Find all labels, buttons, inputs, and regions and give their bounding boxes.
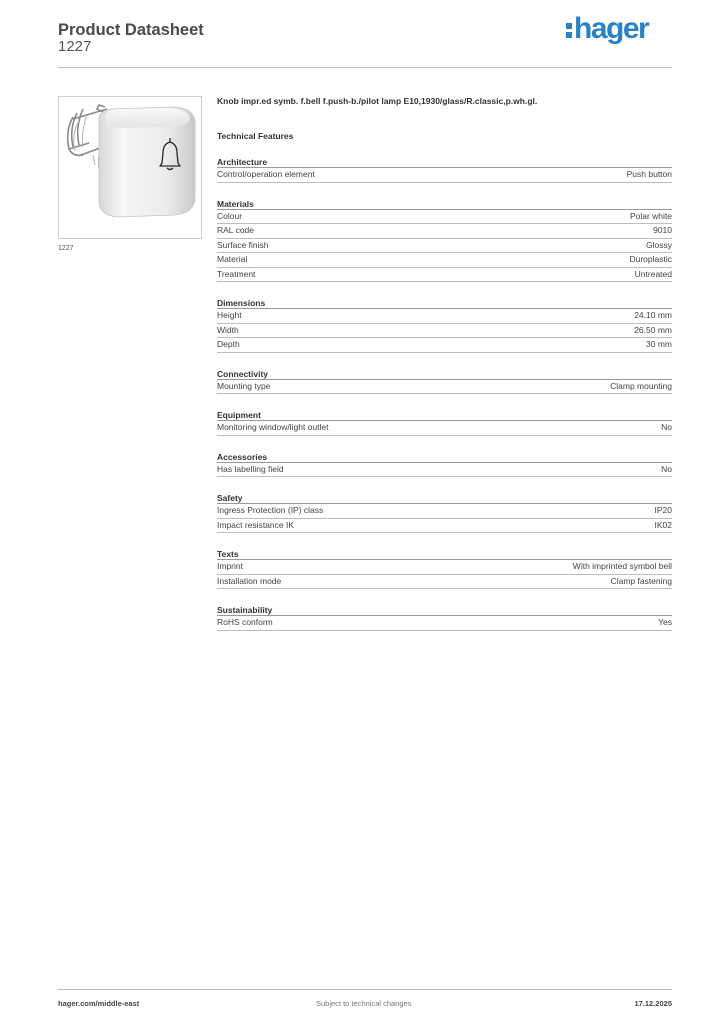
spec-row bbox=[217, 616, 672, 631]
section-dimensions bbox=[217, 297, 672, 353]
spec-value: IP20 bbox=[654, 505, 672, 515]
spec-label: RoHS conform bbox=[217, 617, 273, 627]
hager-logo bbox=[566, 12, 648, 46]
section-heading: Safety bbox=[217, 492, 672, 504]
spec-value: 30 mm bbox=[646, 339, 672, 349]
spec-value: 26.50 mm bbox=[634, 324, 672, 335]
spec-panel bbox=[217, 96, 672, 631]
logo-dots-icon bbox=[566, 18, 573, 40]
spec-value: 24.10 mm bbox=[634, 310, 672, 320]
section-texts bbox=[217, 548, 672, 589]
spec-row bbox=[217, 224, 672, 239]
section-heading: Architecture bbox=[217, 156, 672, 168]
spec-value: Untreated bbox=[634, 268, 672, 279]
footer-notice: Subject to technical changes bbox=[316, 999, 412, 1008]
section-safety bbox=[217, 492, 672, 533]
spec-row bbox=[217, 309, 672, 324]
technical-features-title: Technical Features bbox=[217, 131, 294, 141]
spec-label: Width bbox=[217, 324, 239, 335]
section-sustainability bbox=[217, 604, 672, 631]
section-materials bbox=[217, 198, 672, 283]
spec-value: Push button bbox=[626, 169, 672, 179]
product-reference: 1227 bbox=[58, 38, 92, 55]
product-description: Knob impr.ed symb. f.bell f.push-b./pilot lamp E10,1930/glass/R.classic,p.wh.gl. bbox=[217, 96, 538, 106]
spec-row bbox=[217, 463, 672, 478]
footer-divider bbox=[58, 989, 672, 990]
spec-value: No bbox=[661, 463, 672, 474]
spec-value: Duroplastic bbox=[629, 254, 672, 264]
spec-row bbox=[217, 168, 672, 183]
section-connectivity bbox=[217, 368, 672, 395]
spec-label: Mounting type bbox=[217, 380, 271, 391]
spec-label: Treatment bbox=[217, 268, 256, 279]
footer-website-link[interactable]: hager.com/middle-east bbox=[58, 999, 140, 1008]
spec-row bbox=[217, 560, 672, 575]
section-heading: Dimensions bbox=[217, 297, 672, 309]
footer-date: 17.12.2025 bbox=[634, 999, 672, 1008]
spec-value: 9010 bbox=[653, 225, 672, 235]
spec-value: Glossy bbox=[646, 239, 672, 250]
spec-label: Imprint bbox=[217, 561, 243, 571]
spec-label: Installation mode bbox=[217, 575, 282, 586]
spec-label: Control/operation element bbox=[217, 169, 315, 179]
spec-label: RAL code bbox=[217, 225, 255, 235]
section-heading: Sustainability bbox=[217, 604, 672, 616]
spec-label: Impact resistance IK bbox=[217, 519, 295, 530]
spec-row bbox=[217, 519, 672, 534]
spec-value: With imprinted symbol bell bbox=[572, 561, 672, 571]
spec-row bbox=[217, 253, 672, 268]
spec-value: Clamp mounting bbox=[610, 380, 672, 391]
section-architecture bbox=[217, 156, 672, 183]
spec-label: Surface finish bbox=[217, 239, 269, 250]
section-heading: Equipment bbox=[217, 409, 672, 421]
spec-label: Has labelling field bbox=[217, 463, 284, 474]
section-accessories bbox=[217, 451, 672, 478]
logo-text: hager bbox=[574, 12, 649, 45]
spec-row bbox=[217, 338, 672, 353]
product-image bbox=[58, 96, 202, 239]
spec-row bbox=[217, 268, 672, 283]
spec-value: No bbox=[661, 422, 672, 432]
spec-value: IK02 bbox=[654, 519, 672, 530]
section-equipment bbox=[217, 409, 672, 436]
spec-label: Ingress Protection (IP) class bbox=[217, 505, 324, 515]
spec-label: Colour bbox=[217, 210, 243, 221]
section-heading: Materials bbox=[217, 198, 672, 210]
section-heading: Texts bbox=[217, 548, 672, 560]
bell-knob-icon bbox=[59, 97, 202, 239]
spec-value: Polar white bbox=[629, 210, 672, 221]
spec-row bbox=[217, 239, 672, 254]
spec-value: Yes bbox=[658, 617, 672, 627]
section-heading: Accessories bbox=[217, 451, 672, 463]
image-caption: 1227 bbox=[58, 245, 74, 252]
page-title: Product Datasheet bbox=[58, 21, 204, 39]
spec-label: Monitoring window/light outlet bbox=[217, 422, 329, 432]
spec-label: Material bbox=[217, 254, 248, 264]
section-heading: Connectivity bbox=[217, 368, 672, 380]
spec-row bbox=[217, 421, 672, 436]
spec-label: Height bbox=[217, 310, 242, 320]
spec-row bbox=[217, 324, 672, 339]
spec-row bbox=[217, 380, 672, 395]
header-divider bbox=[58, 67, 672, 68]
spec-row bbox=[217, 210, 672, 225]
spec-row bbox=[217, 504, 672, 519]
spec-row bbox=[217, 575, 672, 590]
spec-value: Clamp fastening bbox=[610, 575, 672, 586]
spec-label: Depth bbox=[217, 339, 240, 349]
